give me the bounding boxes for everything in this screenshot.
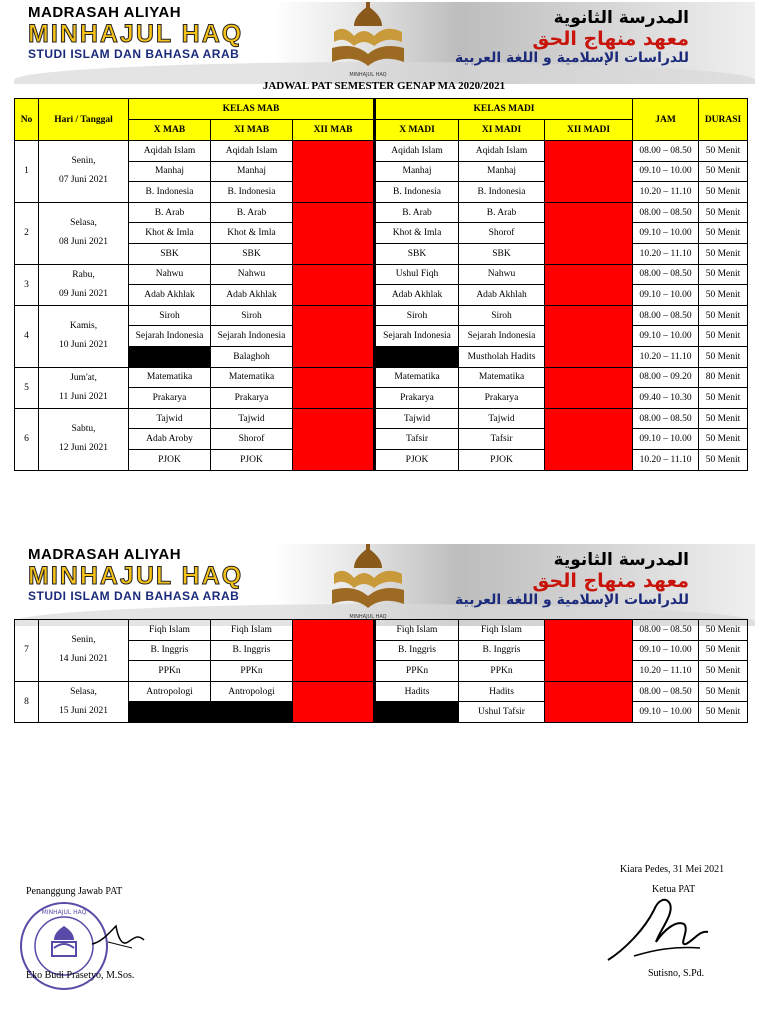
col-durasi: DURASI <box>699 99 748 141</box>
svg-text:MINHAJUL HAQ: MINHAJUL HAQ <box>41 909 87 916</box>
xi-madi-subject: Tajwid <box>459 408 545 429</box>
xi-mab-subject: SBK <box>211 243 293 264</box>
x-mab-subject <box>129 702 211 723</box>
table-row <box>15 141 748 162</box>
table-row <box>15 202 748 223</box>
day-date <box>39 264 129 305</box>
xi-madi-subject: B. Indonesia <box>459 182 545 203</box>
xii-mab-blocked <box>293 305 375 367</box>
x-mab-subject: Adab Aroby <box>129 429 211 450</box>
xi-mab-subject: Antropologi <box>211 681 293 702</box>
x-madi-subject: B. Indonesia <box>375 182 459 203</box>
x-madi-subject: Sejarah Indonesia <box>375 326 459 347</box>
x-madi-subject <box>375 346 459 367</box>
day-date <box>39 141 129 203</box>
col-xi-madi: XI MADI <box>459 120 545 141</box>
school-line3: STUDI ISLAM DAN BAHASA ARAB <box>28 47 240 61</box>
day-date <box>39 620 129 682</box>
xi-mab-subject: PPKn <box>211 661 293 682</box>
duration: 50 Menit <box>699 243 748 264</box>
xii-mab-blocked <box>293 202 375 264</box>
time-slot: 09.10 – 10.00 <box>633 326 699 347</box>
arabic-line2: معهد منهاج الحق <box>532 570 689 592</box>
xii-mab-blocked <box>293 264 375 305</box>
mosque-calligraphy-logo-icon <box>324 2 412 82</box>
xii-mab-blocked <box>293 141 375 203</box>
time-slot: 08.00 – 09.20 <box>633 367 699 388</box>
xii-madi-blocked <box>545 305 633 367</box>
duration: 50 Menit <box>699 305 748 326</box>
schedule-table-1 <box>14 98 748 471</box>
svg-text:MINHAJUL HAQ: MINHAJUL HAQ <box>349 72 387 78</box>
day-name: Selasa, <box>70 686 97 697</box>
day-name: Rabu, <box>72 269 95 280</box>
duration: 50 Menit <box>699 346 748 367</box>
xi-madi-subject: Adab Akhlah <box>459 285 545 306</box>
table-row <box>15 681 748 702</box>
time-slot: 08.00 – 08.50 <box>633 202 699 223</box>
x-madi-subject: Khot & Imla <box>375 223 459 244</box>
x-madi-subject: B. Arab <box>375 202 459 223</box>
xi-mab-subject: Manhaj <box>211 161 293 182</box>
duration: 50 Menit <box>699 449 748 470</box>
xii-madi-blocked <box>545 620 633 682</box>
day-number: 2 <box>15 202 39 264</box>
school-line1: MADRASAH ALIYAH <box>28 546 182 563</box>
xi-madi-subject: Prakarya <box>459 388 545 409</box>
day-name: Selasa, <box>70 218 97 229</box>
xii-mab-blocked <box>293 681 375 722</box>
x-mab-subject: Antropologi <box>129 681 211 702</box>
day-name: Kamis, <box>69 321 98 332</box>
schedule-table-2 <box>14 619 748 723</box>
arabic-line3: للدراسات الإسلامية و اللغة العربية <box>455 50 689 66</box>
x-madi-subject: PJOK <box>375 449 459 470</box>
day-number: 5 <box>15 367 39 408</box>
day-number: 6 <box>15 408 39 470</box>
xi-mab-subject: Tajwid <box>211 408 293 429</box>
duration: 50 Menit <box>699 223 748 244</box>
signature-left-name: Eko Budi Prasetyo, M.Sos. <box>26 970 135 981</box>
time-slot: 08.00 – 08.50 <box>633 141 699 162</box>
xi-madi-subject: Mustholah Hadits <box>459 346 545 367</box>
xii-madi-blocked <box>545 367 633 408</box>
date: 10 Juni 2021 <box>58 340 109 351</box>
time-slot: 09.10 – 10.00 <box>633 161 699 182</box>
header-banner-page2 <box>14 544 755 626</box>
xii-mab-blocked <box>293 367 375 408</box>
duration: 50 Menit <box>699 408 748 429</box>
day-number: 3 <box>15 264 39 305</box>
table-row <box>15 367 748 388</box>
xi-madi-subject: PPKn <box>459 661 545 682</box>
xi-mab-subject: B. Inggris <box>211 640 293 661</box>
duration: 80 Menit <box>699 367 748 388</box>
col-x-madi: X MADI <box>375 120 459 141</box>
day-date <box>39 408 129 470</box>
xii-madi-blocked <box>545 264 633 305</box>
xii-madi-blocked <box>545 202 633 264</box>
x-madi-subject: Fiqh Islam <box>375 620 459 641</box>
xi-mab-subject: PJOK <box>211 449 293 470</box>
school-name-arabic <box>455 550 689 608</box>
x-madi-subject: Prakarya <box>375 388 459 409</box>
right-signature-scribble-icon <box>604 890 724 970</box>
date: 08 Juni 2021 <box>58 237 109 248</box>
x-mab-subject: PPKn <box>129 661 211 682</box>
signature-right-title: Ketua PAT <box>652 884 696 895</box>
xi-madi-subject: SBK <box>459 243 545 264</box>
school-line2: MINHAJUL HAQ <box>28 562 244 590</box>
x-madi-subject: Aqidah Islam <box>375 141 459 162</box>
time-slot: 10.20 – 11.10 <box>633 346 699 367</box>
duration: 50 Menit <box>699 141 748 162</box>
duration: 50 Menit <box>699 429 748 450</box>
date: 14 Juni 2021 <box>58 654 109 665</box>
x-mab-subject: Fiqh Islam <box>129 620 211 641</box>
duration: 50 Menit <box>699 161 748 182</box>
x-mab-subject: SBK <box>129 243 211 264</box>
table-row <box>15 305 748 326</box>
day-date <box>39 681 129 722</box>
duration: 50 Menit <box>699 620 748 641</box>
col-xii-madi: XII MADI <box>545 120 633 141</box>
xii-madi-blocked <box>545 681 633 722</box>
xi-mab-subject: Adab Akhlak <box>211 285 293 306</box>
mosque-calligraphy-logo-icon <box>324 544 412 624</box>
x-mab-subject: Prakarya <box>129 388 211 409</box>
x-mab-subject: Nahwu <box>129 264 211 285</box>
day-date <box>39 305 129 367</box>
xi-madi-subject: B. Arab <box>459 202 545 223</box>
time-slot: 10.20 – 11.10 <box>633 661 699 682</box>
time-slot: 09.10 – 10.00 <box>633 702 699 723</box>
day-number: 1 <box>15 141 39 203</box>
day-number: 7 <box>15 620 39 682</box>
xi-madi-subject: Sejarah Indonesia <box>459 326 545 347</box>
time-slot: 10.20 – 11.10 <box>633 243 699 264</box>
table-row <box>15 408 748 429</box>
x-madi-subject: Adab Akhlak <box>375 285 459 306</box>
x-mab-subject: Manhaj <box>129 161 211 182</box>
xi-mab-subject: B. Indonesia <box>211 182 293 203</box>
duration: 50 Menit <box>699 182 748 203</box>
day-date <box>39 367 129 408</box>
time-slot: 08.00 – 08.50 <box>633 264 699 285</box>
col-group-madi: KELAS MADI <box>375 99 633 120</box>
xi-madi-subject: Tafsir <box>459 429 545 450</box>
time-slot: 10.20 – 11.10 <box>633 449 699 470</box>
xi-mab-subject: B. Arab <box>211 202 293 223</box>
x-madi-subject <box>375 702 459 723</box>
svg-text:MINHAJUL HAQ: MINHAJUL HAQ <box>349 614 387 620</box>
x-mab-subject: Sejarah Indonesia <box>129 326 211 347</box>
school-name-latin <box>28 546 243 603</box>
signature-left-title: Penanggung Jawab PAT <box>26 886 123 897</box>
xi-madi-subject: Hadits <box>459 681 545 702</box>
arabic-line1: المدرسة الثانوية <box>553 8 689 28</box>
xi-mab-subject: Balaghoh <box>211 346 293 367</box>
date: 12 Juni 2021 <box>58 443 109 454</box>
duration: 50 Menit <box>699 661 748 682</box>
time-slot: 08.00 – 08.50 <box>633 681 699 702</box>
xi-mab-subject: Siroh <box>211 305 293 326</box>
xi-mab-subject: Khot & Imla <box>211 223 293 244</box>
xi-mab-subject: Prakarya <box>211 388 293 409</box>
col-xii-mab: XII MAB <box>293 120 375 141</box>
time-slot: 08.00 – 08.50 <box>633 408 699 429</box>
x-madi-subject: B. Inggris <box>375 640 459 661</box>
date: 11 Juni 2021 <box>59 391 108 402</box>
school-line1: MADRASAH ALIYAH <box>28 4 182 21</box>
time-slot: 08.00 – 08.50 <box>633 305 699 326</box>
date: 15 Juni 2021 <box>58 705 109 716</box>
duration: 50 Menit <box>699 640 748 661</box>
arabic-line2: معهد منهاج الحق <box>532 28 689 50</box>
x-madi-subject: Hadits <box>375 681 459 702</box>
arabic-line3: للدراسات الإسلامية و اللغة العربية <box>455 592 689 608</box>
col-no: No <box>15 99 39 141</box>
xi-mab-subject: Matematika <box>211 367 293 388</box>
xi-mab-subject: Aqidah Islam <box>211 141 293 162</box>
time-slot: 09.10 – 10.00 <box>633 429 699 450</box>
xii-madi-blocked <box>545 408 633 470</box>
school-name-arabic <box>455 8 689 66</box>
arabic-line1: المدرسة الثانوية <box>553 550 689 570</box>
x-madi-subject: Manhaj <box>375 161 459 182</box>
x-mab-subject: B. Arab <box>129 202 211 223</box>
xi-madi-subject: Aqidah Islam <box>459 141 545 162</box>
x-mab-subject: Matematika <box>129 367 211 388</box>
xi-madi-subject: Matematika <box>459 367 545 388</box>
page-title: JADWAL PAT SEMESTER GENAP MA 2020/2021 <box>262 80 506 92</box>
xi-madi-subject: Siroh <box>459 305 545 326</box>
date: 07 Juni 2021 <box>58 175 109 186</box>
xii-mab-blocked <box>293 408 375 470</box>
school-line3: STUDI ISLAM DAN BAHASA ARAB <box>28 589 240 603</box>
x-mab-subject: Aqidah Islam <box>129 141 211 162</box>
x-mab-subject: Siroh <box>129 305 211 326</box>
x-mab-subject: Khot & Imla <box>129 223 211 244</box>
x-mab-subject: PJOK <box>129 449 211 470</box>
time-slot: 09.40 – 10.30 <box>633 388 699 409</box>
xi-madi-subject: Nahwu <box>459 264 545 285</box>
xi-madi-subject: Manhaj <box>459 161 545 182</box>
col-day: Hari / Tanggal <box>39 99 129 141</box>
day-name: Sabtu, <box>71 424 96 435</box>
x-mab-subject: B. Inggris <box>129 640 211 661</box>
day-name: Senin, <box>71 156 96 167</box>
x-mab-subject: Tajwid <box>129 408 211 429</box>
day-name: Senin, <box>71 635 96 646</box>
time-slot: 09.10 – 10.00 <box>633 223 699 244</box>
xi-madi-subject: Shorof <box>459 223 545 244</box>
x-madi-subject: SBK <box>375 243 459 264</box>
xi-madi-subject: PJOK <box>459 449 545 470</box>
time-slot: 10.20 – 11.10 <box>633 182 699 203</box>
xi-mab-subject: Shorof <box>211 429 293 450</box>
xi-madi-subject: B. Inggris <box>459 640 545 661</box>
x-mab-subject: Adab Akhlak <box>129 285 211 306</box>
day-name: Jum'at, <box>70 372 97 383</box>
col-x-mab: X MAB <box>129 120 211 141</box>
signature-place-date: Kiara Pedes, 31 Mei 2021 <box>620 864 725 875</box>
xi-mab-subject: Nahwu <box>211 264 293 285</box>
xi-mab-subject: Sejarah Indonesia <box>211 326 293 347</box>
signature-right-name: Sutisno, S.Pd. <box>648 968 705 979</box>
duration: 50 Menit <box>699 285 748 306</box>
x-madi-subject: Siroh <box>375 305 459 326</box>
x-mab-subject <box>129 346 211 367</box>
table-row <box>15 620 748 641</box>
day-date <box>39 202 129 264</box>
x-madi-subject: Ushul Fiqh <box>375 264 459 285</box>
xi-madi-subject: Fiqh Islam <box>459 620 545 641</box>
day-number: 8 <box>15 681 39 722</box>
time-slot: 09.10 – 10.00 <box>633 285 699 306</box>
x-madi-subject: PPKn <box>375 661 459 682</box>
table-row <box>15 264 748 285</box>
col-xi-mab: XI MAB <box>211 120 293 141</box>
xi-mab-subject <box>211 702 293 723</box>
x-madi-subject: Tafsir <box>375 429 459 450</box>
school-name-latin <box>28 4 243 61</box>
date: 09 Juni 2021 <box>58 288 109 299</box>
school-line2: MINHAJUL HAQ <box>28 20 244 48</box>
x-madi-subject: Matematika <box>375 367 459 388</box>
duration: 50 Menit <box>699 681 748 702</box>
time-slot: 09.10 – 10.00 <box>633 640 699 661</box>
duration: 50 Menit <box>699 702 748 723</box>
xii-madi-blocked <box>545 141 633 203</box>
x-mab-subject: B. Indonesia <box>129 182 211 203</box>
day-number: 4 <box>15 305 39 367</box>
x-madi-subject: Tajwid <box>375 408 459 429</box>
duration: 50 Menit <box>699 264 748 285</box>
col-group-mab: KELAS MAB <box>129 99 375 120</box>
xi-madi-subject: Ushul Tafsir <box>459 702 545 723</box>
col-jam: JAM <box>633 99 699 141</box>
duration: 50 Menit <box>699 388 748 409</box>
time-slot: 08.00 – 08.50 <box>633 620 699 641</box>
xii-mab-blocked <box>293 620 375 682</box>
xi-mab-subject: Fiqh Islam <box>211 620 293 641</box>
duration: 50 Menit <box>699 202 748 223</box>
duration: 50 Menit <box>699 326 748 347</box>
left-signature-scribble-icon <box>88 912 148 952</box>
header-banner <box>14 2 755 84</box>
